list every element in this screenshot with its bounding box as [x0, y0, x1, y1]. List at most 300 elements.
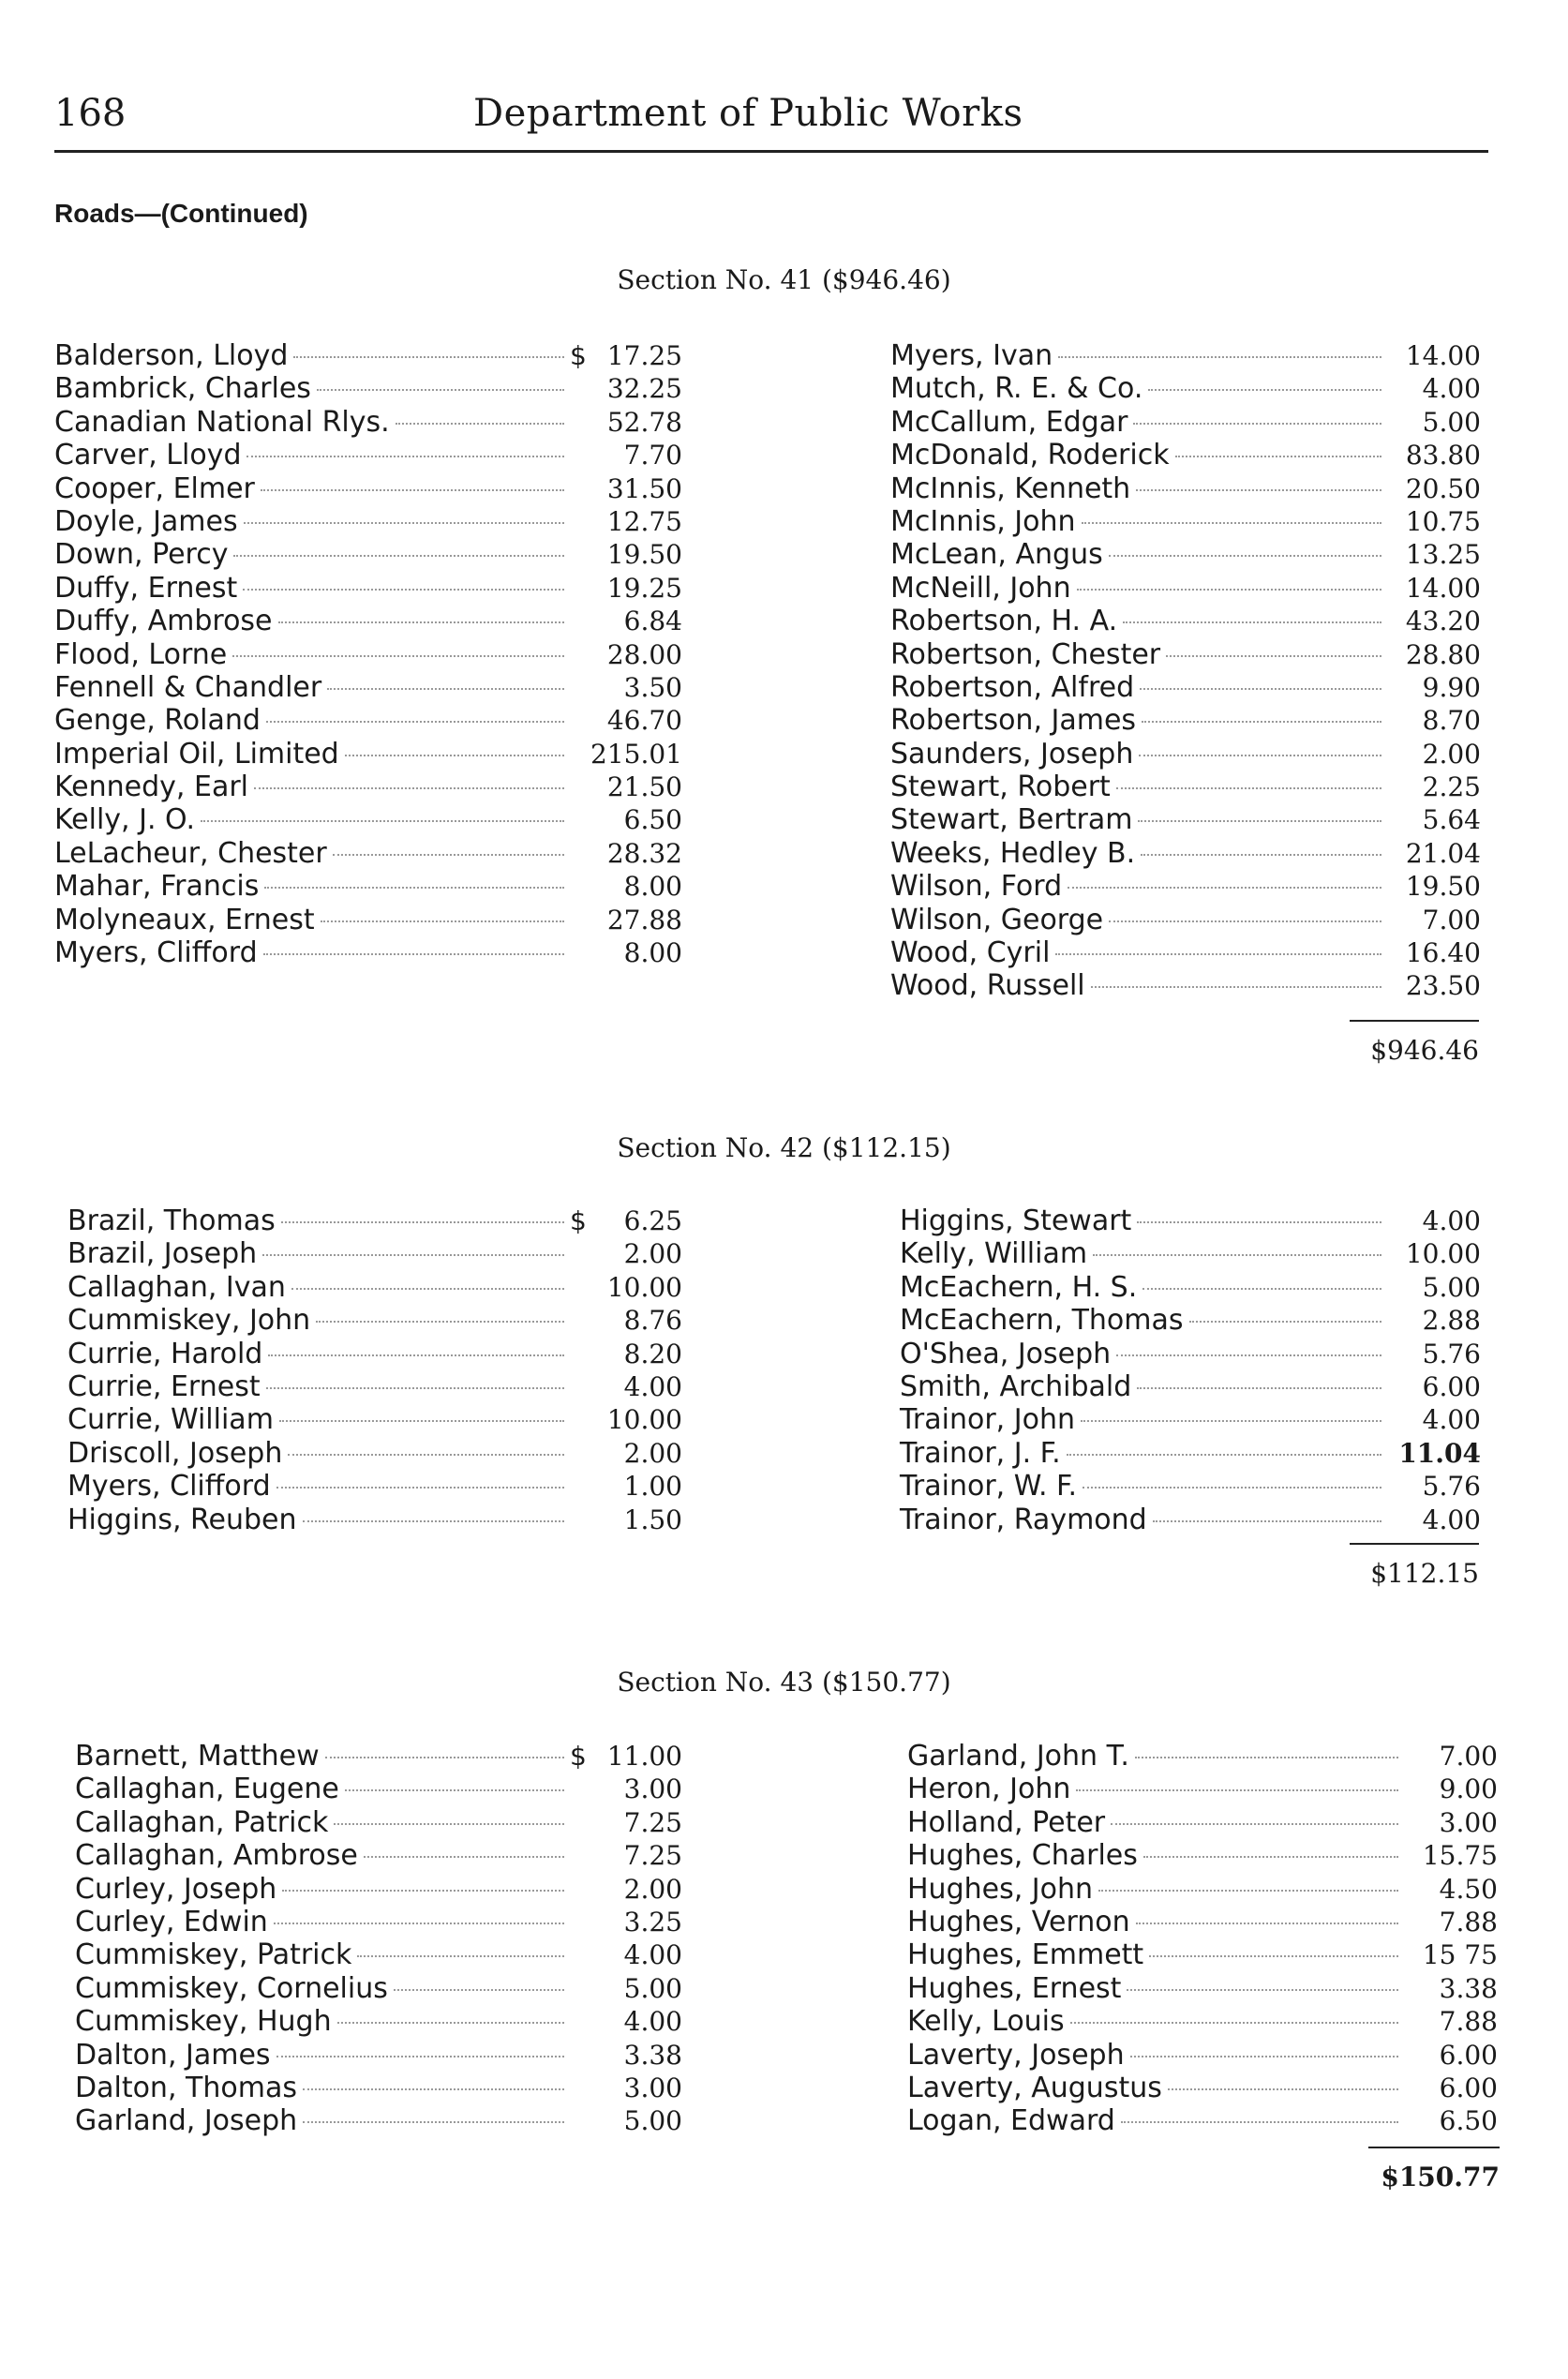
leader-dots: [1137, 1387, 1381, 1389]
leader-dots: [276, 2056, 564, 2057]
payee-name: Brazil, Joseph: [67, 1237, 258, 1271]
payee-name: Robertson, H. A.: [890, 605, 1118, 638]
ledger-row: [54, 406, 682, 439]
payment-amount: 6.25: [623, 1205, 682, 1236]
ledger-row: [907, 2005, 1498, 2038]
payment-amount: 3.00: [1439, 1806, 1498, 1838]
payment-amount: 83.80: [1405, 440, 1481, 471]
leader-dots: [345, 755, 564, 756]
ledger-row: [900, 1304, 1481, 1337]
payment-amount: 2.00: [1422, 738, 1481, 770]
section-left-column: [54, 339, 682, 969]
leader-dots: [334, 1823, 564, 1825]
payee-name: Wilson, George: [890, 903, 1104, 936]
ledger-row: [67, 1403, 682, 1436]
payment-amount: 1.50: [623, 1504, 682, 1535]
payee-name: Hughes, John: [907, 1872, 1094, 1906]
payee-name: Stewart, Robert: [890, 771, 1111, 804]
payee-name: Bambrick, Charles: [54, 372, 311, 406]
payee-name: Duffy, Ernest: [54, 571, 238, 605]
payee-name: McLean, Angus: [890, 538, 1103, 572]
leader-dots: [394, 1989, 564, 1991]
leader-dots: [1098, 1890, 1398, 1892]
ledger-row: [890, 904, 1481, 936]
ledger-row: [54, 372, 682, 405]
leader-dots: [232, 655, 564, 657]
leader-dots: [266, 721, 564, 723]
leader-dots: [1091, 986, 1381, 988]
header-rule: [54, 150, 1488, 153]
payment-amount: 4.00: [623, 1939, 682, 1971]
section-heading: Section No. 42 ($112.15): [617, 1132, 951, 1163]
ledger-row: [54, 439, 682, 471]
payee-name: Cummiskey, John: [67, 1304, 311, 1338]
payment-amount: 12.75: [606, 505, 682, 537]
ledger-row: [890, 372, 1481, 405]
ledger-row: [907, 1773, 1498, 1805]
payee-name: O'Shea, Joseph: [900, 1337, 1112, 1370]
payee-name: Duffy, Ambrose: [54, 605, 273, 638]
leader-dots: [1143, 1856, 1398, 1858]
leader-dots: [282, 1890, 564, 1892]
payee-name: Wood, Russell: [890, 969, 1085, 1003]
leader-dots: [327, 688, 564, 690]
leader-dots: [246, 456, 564, 457]
ledger-row: [67, 1504, 682, 1536]
leader-dots: [1133, 423, 1381, 425]
payment-amount: 4.00: [1422, 373, 1481, 405]
ledger-row: [67, 1271, 682, 1304]
payment-amount: 7.70: [623, 440, 682, 471]
payment-amount: 10.00: [1405, 1238, 1481, 1270]
payee-name: Balderson, Lloyd: [54, 339, 289, 372]
section-total: $946.46: [1370, 1035, 1479, 1066]
currency-sign: $: [570, 1205, 587, 1236]
payee-name: McDonald, Roderick: [890, 439, 1170, 472]
ledger-row: [54, 704, 682, 737]
leader-dots: [1123, 621, 1381, 623]
ledger-row: [890, 572, 1481, 605]
section-total: $112.15: [1370, 1558, 1479, 1589]
payee-name: Cummiskey, Patrick: [75, 1938, 352, 1972]
payment-amount: 3.38: [623, 2039, 682, 2071]
payee-name: Doyle, James: [54, 504, 238, 538]
payment-amount: 8.76: [623, 1305, 682, 1337]
leader-dots: [244, 522, 564, 524]
ledger-row: [54, 572, 682, 605]
ledger-row: [54, 904, 682, 936]
payment-amount: 4.00: [1422, 1404, 1481, 1436]
payment-amount: 3.50: [623, 671, 682, 703]
ledger-row: [54, 870, 682, 903]
payment-amount: 5.00: [623, 2105, 682, 2137]
section-total: $150.77: [1381, 2162, 1500, 2192]
ledger-row: [54, 771, 682, 803]
payee-name: Hughes, Ernest: [907, 1971, 1122, 2005]
ledger-row: [890, 339, 1481, 372]
leader-dots: [396, 423, 564, 425]
ledger-row: [67, 1237, 682, 1270]
payee-name: Cummiskey, Cornelius: [75, 1971, 388, 2005]
ledger-row: [890, 837, 1481, 870]
payment-amount: 32.25: [606, 373, 682, 405]
leader-dots: [261, 489, 564, 491]
leader-dots: [201, 820, 564, 822]
leader-dots: [325, 1757, 564, 1758]
payee-name: Robertson, Chester: [890, 637, 1161, 671]
payment-amount: 15 75: [1422, 1939, 1498, 1971]
leader-dots: [276, 1487, 564, 1489]
payment-amount: 1.00: [623, 1471, 682, 1503]
ledger-row: [75, 1773, 682, 1805]
payee-name: Cooper, Elmer: [54, 471, 255, 505]
payment-amount: 7.00: [1422, 904, 1481, 935]
ledger-row: [75, 1806, 682, 1839]
payee-name: Callaghan, Patrick: [75, 1805, 329, 1839]
payee-name: Callaghan, Eugene: [75, 1773, 339, 1806]
payee-name: Holland, Peter: [907, 1805, 1106, 1839]
ledger-row: [890, 803, 1481, 836]
payee-name: McInnis, John: [890, 504, 1076, 538]
payee-name: Weeks, Hedley B.: [890, 836, 1136, 870]
ledger-row: [75, 1906, 682, 1938]
payment-amount: 17.25: [606, 340, 682, 371]
ledger-row: [54, 538, 682, 571]
ledger-row: [907, 1740, 1498, 1773]
payment-amount: 14.00: [1405, 572, 1481, 604]
leader-dots: [263, 953, 564, 955]
payment-amount: 31.50: [606, 472, 682, 504]
leader-dots: [303, 2121, 564, 2123]
payee-name: McCallum, Edgar: [890, 405, 1128, 439]
ledger-row: [890, 406, 1481, 439]
ledger-row: [67, 1370, 682, 1403]
payment-amount: 2.25: [1422, 771, 1481, 803]
payee-name: McEachern, H. S.: [900, 1270, 1138, 1304]
payee-name: Currie, Harold: [67, 1337, 263, 1370]
payment-amount: 2.00: [623, 1437, 682, 1469]
leader-dots: [1083, 1487, 1381, 1489]
payee-name: Curley, Joseph: [75, 1872, 277, 1906]
leader-dots: [262, 1254, 564, 1256]
ledger-row: [75, 1839, 682, 1872]
ledger-row: [900, 1237, 1481, 1270]
page-number: 168: [54, 92, 127, 135]
section-right-column: [907, 1740, 1498, 2138]
ledger-row: [907, 2104, 1498, 2137]
leader-dots: [1136, 1923, 1398, 1924]
ledger-row: [900, 1271, 1481, 1304]
payment-amount: 9.00: [1439, 1773, 1498, 1805]
payment-amount: 23.50: [1405, 970, 1481, 1002]
leader-dots: [1116, 1354, 1381, 1356]
ledger-row: [67, 1338, 682, 1370]
leader-dots: [357, 1955, 564, 1957]
payee-name: Callaghan, Ambrose: [75, 1839, 358, 1873]
payee-name: Garland, John T.: [907, 1740, 1129, 1773]
leader-dots: [1093, 1254, 1381, 1256]
payment-amount: 10.75: [1405, 505, 1481, 537]
payment-amount: 27.88: [606, 904, 682, 935]
ledger-row: [890, 969, 1481, 1002]
ledger-row: [54, 803, 682, 836]
leader-dots: [278, 621, 564, 623]
ledger-row: [54, 339, 682, 372]
ledger-row: [907, 1938, 1498, 1971]
payment-amount: 7.88: [1439, 2006, 1498, 2038]
payee-name: Hughes, Vernon: [907, 1905, 1130, 1938]
section-right-column: [900, 1204, 1481, 1536]
leader-dots: [1082, 522, 1381, 524]
payment-amount: 9.90: [1422, 671, 1481, 703]
currency-sign: $: [570, 1741, 587, 1772]
leader-dots: [233, 555, 564, 557]
payment-amount: 6.00: [1439, 2072, 1498, 2103]
leader-dots: [293, 356, 564, 358]
leader-dots: [243, 589, 564, 591]
leader-dots: [291, 1288, 564, 1290]
leader-dots: [264, 887, 564, 889]
section-right-column: [890, 339, 1481, 1003]
payee-name: Curley, Edwin: [75, 1905, 268, 1938]
payment-amount: 28.00: [606, 638, 682, 670]
leader-dots: [254, 787, 564, 789]
leader-dots: [1067, 1454, 1381, 1456]
leader-dots: [1138, 820, 1381, 822]
leader-dots: [1189, 1321, 1381, 1323]
ledger-row: [54, 936, 682, 969]
payment-amount: 19.25: [606, 572, 682, 604]
payment-amount: 3.00: [623, 2072, 682, 2103]
leader-dots: [1142, 1288, 1381, 1290]
ledger-row: [907, 1806, 1498, 1839]
leader-dots: [1109, 920, 1381, 922]
ledger-row: [900, 1504, 1481, 1536]
payee-name: Currie, Ernest: [67, 1369, 261, 1403]
ledger-row: [67, 1304, 682, 1337]
leader-dots: [1121, 2121, 1398, 2123]
payee-name: Carver, Lloyd: [54, 439, 242, 472]
payee-name: Higgins, Stewart: [900, 1204, 1132, 1237]
ledger-row: [75, 2039, 682, 2072]
leader-dots: [1141, 854, 1381, 856]
payee-name: Hughes, Emmett: [907, 1938, 1144, 1972]
payee-name: McNeill, John: [890, 571, 1071, 605]
leader-dots: [1055, 953, 1381, 955]
leader-dots: [1130, 2056, 1398, 2057]
payment-amount: 11.04: [1398, 1437, 1481, 1469]
payee-name: Barnett, Matthew: [75, 1740, 320, 1773]
leader-dots: [268, 1354, 564, 1356]
ledger-row: [54, 605, 682, 637]
ledger-row: [890, 870, 1481, 903]
payee-name: McInnis, Kenneth: [890, 471, 1131, 505]
leader-dots: [1127, 1989, 1398, 1991]
payment-amount: 28.80: [1405, 638, 1481, 670]
payee-name: LeLacheur, Chester: [54, 836, 327, 870]
ledger-row: [75, 1938, 682, 1971]
ledger-row: [890, 439, 1481, 471]
payment-amount: 5.00: [623, 1972, 682, 2004]
ledger-row: [890, 704, 1481, 737]
leader-dots: [1140, 688, 1381, 690]
payee-name: Kelly, J. O.: [54, 803, 195, 837]
section-heading: Section No. 41 ($946.46): [617, 264, 951, 295]
payee-name: Flood, Lorne: [54, 637, 228, 671]
currency-sign: $: [570, 340, 587, 371]
total-rule: [1350, 1020, 1479, 1022]
leader-dots: [279, 1420, 564, 1422]
total-rule: [1350, 1543, 1479, 1545]
payment-amount: 10.00: [606, 1404, 682, 1436]
leader-dots: [364, 1856, 564, 1858]
payee-name: Kelly, Louis: [907, 2005, 1065, 2039]
leader-dots: [1111, 1823, 1398, 1825]
leader-dots: [1142, 721, 1381, 723]
leader-dots: [337, 2022, 564, 2024]
payment-amount: 19.50: [1405, 871, 1481, 903]
payment-amount: 4.00: [1422, 1205, 1481, 1236]
payment-amount: 215.01: [590, 738, 682, 770]
payment-amount: 3.38: [1439, 1972, 1498, 2004]
ledger-row: [890, 538, 1481, 571]
leader-dots: [266, 1387, 564, 1389]
leader-dots: [1153, 1520, 1381, 1522]
ledger-row: [75, 2104, 682, 2137]
leader-dots: [333, 854, 564, 856]
ledger-row: [890, 505, 1481, 538]
payee-name: Dalton, James: [75, 2038, 271, 2072]
payment-amount: 7.25: [623, 1806, 682, 1838]
payment-amount: 28.32: [606, 837, 682, 869]
ledger-row: [75, 1873, 682, 1906]
payee-name: Kennedy, Earl: [54, 771, 248, 804]
payee-name: Trainor, W. F.: [900, 1470, 1078, 1504]
payment-amount: 6.84: [623, 606, 682, 637]
continued-label: Roads—(Continued): [54, 199, 308, 228]
leader-dots: [1149, 1955, 1398, 1957]
ledger-row: [907, 1906, 1498, 1938]
payee-name: Hughes, Charles: [907, 1839, 1138, 1873]
payment-amount: 8.00: [623, 871, 682, 903]
payee-name: Fennell & Chandler: [54, 670, 322, 704]
ledger-row: [907, 2072, 1498, 2104]
payment-amount: 19.50: [606, 539, 682, 571]
ledger-row: [907, 1839, 1498, 1872]
ledger-row: [890, 605, 1481, 637]
payee-name: Mutch, R. E. & Co.: [890, 372, 1143, 406]
leader-dots: [317, 389, 564, 391]
payment-amount: 2.00: [623, 1873, 682, 1905]
ledger-row: [890, 936, 1481, 969]
leader-dots: [1077, 589, 1381, 591]
ledger-row: [54, 671, 682, 704]
ledger-row: [75, 1740, 682, 1773]
payment-amount: 16.40: [1405, 937, 1481, 969]
payment-amount: 8.00: [623, 937, 682, 969]
ledger-row: [890, 671, 1481, 704]
payment-amount: 8.70: [1422, 705, 1481, 737]
payee-name: Imperial Oil, Limited: [54, 737, 339, 771]
payment-amount: 5.76: [1422, 1471, 1481, 1503]
ledger-row: [67, 1204, 682, 1237]
ledger-row: [890, 638, 1481, 671]
payee-name: Robertson, James: [890, 704, 1137, 738]
ledger-row: [75, 2005, 682, 2038]
payment-amount: 4.00: [1422, 1504, 1481, 1535]
payee-name: Logan, Edward: [907, 2104, 1115, 2138]
section-left-column: [67, 1204, 682, 1536]
leader-dots: [1058, 356, 1381, 358]
ledger-row: [890, 738, 1481, 771]
payment-amount: 52.78: [606, 406, 682, 438]
leader-dots: [321, 920, 564, 922]
leader-dots: [1137, 1221, 1381, 1223]
payment-amount: 4.50: [1439, 1873, 1498, 1905]
leader-dots: [1139, 755, 1381, 756]
payee-name: Genge, Roland: [54, 704, 261, 738]
section-left-column: [75, 1740, 682, 2138]
payment-amount: 10.00: [606, 1271, 682, 1303]
payee-name: Dalton, Thomas: [75, 2071, 297, 2104]
payee-name: Trainor, J. F.: [900, 1436, 1061, 1470]
payee-name: Garland, Joseph: [75, 2104, 298, 2138]
ledger-row: [900, 1338, 1481, 1370]
ledger-row: [907, 2039, 1498, 2072]
payment-amount: 5.64: [1422, 804, 1481, 836]
payment-amount: 5.76: [1422, 1338, 1481, 1369]
leader-dots: [1166, 655, 1381, 657]
ledger-row: [54, 505, 682, 538]
payee-name: McEachern, Thomas: [900, 1304, 1184, 1338]
payment-amount: 11.00: [606, 1741, 682, 1772]
ledger-row: [907, 1873, 1498, 1906]
leader-dots: [1136, 489, 1381, 491]
ledger-row: [54, 472, 682, 505]
leader-dots: [303, 1520, 564, 1522]
payee-name: Down, Percy: [54, 538, 229, 572]
ledger-row: [900, 1470, 1481, 1503]
ledger-row: [900, 1437, 1481, 1470]
payment-amount: 15.75: [1422, 1840, 1498, 1872]
ledger-row: [75, 2072, 682, 2104]
ledger-row: [67, 1437, 682, 1470]
ledger-row: [54, 638, 682, 671]
payee-name: Stewart, Bertram: [890, 803, 1133, 837]
payment-amount: 20.50: [1405, 472, 1481, 504]
payee-name: Wilson, Ford: [890, 870, 1063, 904]
leader-dots: [1081, 1420, 1381, 1422]
payment-amount: 13.25: [1405, 539, 1481, 571]
ledger-row: [54, 837, 682, 870]
payee-name: Myers, Ivan: [890, 339, 1053, 372]
payee-name: Myers, Clifford: [67, 1470, 271, 1504]
leader-dots: [288, 1454, 564, 1456]
leader-dots: [1070, 2022, 1398, 2024]
payee-name: Cummiskey, Hugh: [75, 2005, 332, 2039]
leader-dots: [1168, 2088, 1398, 2090]
payment-amount: 3.25: [623, 1906, 682, 1938]
payee-name: Higgins, Reuben: [67, 1503, 297, 1536]
leader-dots: [1109, 555, 1381, 557]
payee-name: Robertson, Alfred: [890, 670, 1135, 704]
payment-amount: 2.88: [1422, 1305, 1481, 1337]
leader-dots: [1076, 1789, 1398, 1791]
payee-name: Heron, John: [907, 1773, 1071, 1806]
payment-amount: 6.00: [1439, 2039, 1498, 2071]
payment-amount: 3.00: [623, 1773, 682, 1805]
payee-name: Myers, Clifford: [54, 936, 258, 970]
